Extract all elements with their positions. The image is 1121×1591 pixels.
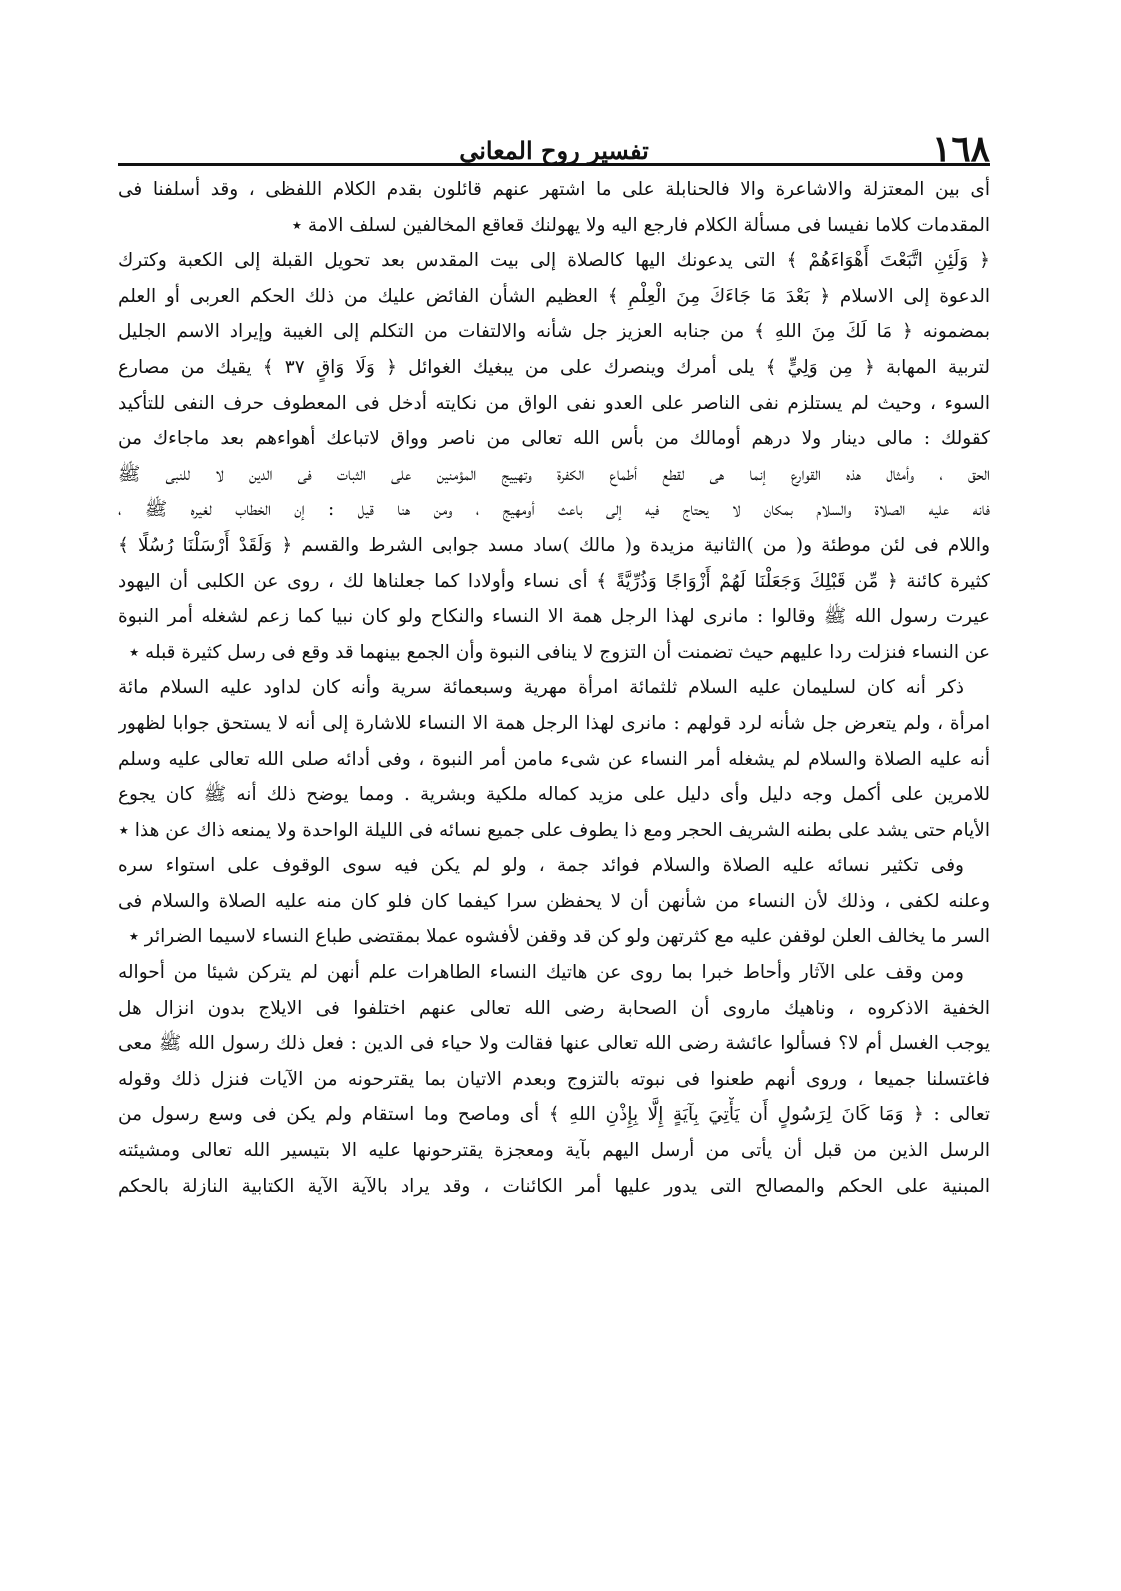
text-line: أنه عليه الصلاة والسلام لم يشغله أمر النساء عن شىء مامن أمر النبوة ، وفى أدائه صلى الله تعالى عليه وسلم [118,748,990,770]
text-line: كقولك : مالى دينار ولا درهم أومالك من بأس الله تعالى من ناصر وواق لاتباعك أهواءهم بعد ماجاءك من [118,428,990,450]
text-line: ومن وقف على الآثار وأحاط خبرا بما روى عن هاتيك النساء الطاهرات علم أنهن لم يتركن شيئا من أحواله [118,962,964,984]
text-line: امرأة ، ولم يتعرض جل شأنه لرد قولهم : مانرى لهذا الرجل همة الا النساء للاشارة إلى أنه لا يستحق جوابا لظهور [118,712,990,734]
text-line: ذكر أنه كان لسليمان عليه السلام ثلثمائة امرأة مهرية وسبعمائة سرية وأنه كان لداود عليه السلام مائة [118,677,964,699]
text-line: يوجب الغسل أم لا؟ فسألوا عائشة رضى الله تعالى عنها فقالت ولا حياء فى الدين : فعل ذلك رسول الله ﷺ معى [118,1033,990,1055]
text-line: وفى تكثير نسائه عليه الصلاة والسلام فوائد جمة ، ولو لم يكن فيه سوى الوقوف على استواء سره [118,855,964,877]
text-line: الرسل الذين من قبل أن يأتى من أرسل اليهم بآية ومعجزة يقترحونها عليه الا بتيسير الله تعالى ومشيئته [118,1140,990,1162]
text-line: المقدمات كلاما نفيسا فى مسألة الكلام فارجع اليه ولا يهولنك قعاقع المخالفين لسلف الامة ٭ [291,214,990,236]
text-line: وعلنه لكفى ، وذلك لأن النساء من شأنهن أن لا يحفظن سرا كيفما كان فلو كان منه عليه الصلاة والسلام فى [118,890,990,912]
text-line: الخفية الاذكروه ، وناهيك ماروى أن الصحابة رضى الله تعالى عنهم اختلفوا فى الايلاج بدون انزال هل [118,997,990,1019]
text-line: واللام فى لئن موطئة و( من )الثانية مزيدة و( مالك )ساد مسد جوابى الشرط والقسم ﴿ وَلَقَدْ أَرْسَلْنَا رُسُلًا ﴾ [118,534,990,556]
text-line: المبنية على الحكم والمصالح التى يدور عليها أمر الكائنات ، وقد يراد بالآية الآية الكتابية النازلة بالحكم [118,1175,990,1197]
running-title: تفسير روح المعاني [459,136,649,165]
text-line: أى بين المعتزلة والاشاعرة والا فالحنابلة على ما اشتهر عنهم قائلون بقدم الكلام اللفظى ، وقد أسلفنا فى [118,179,990,200]
text-line: عيرت رسول الله ﷺ وقالوا : مانرى لهذا الرجل همة الا النساء والنكاح ولو كان نبيا كما زعم لشغله أمر النبوة [118,606,990,628]
page-number: ١٦٨ [931,128,990,170]
text-line: السر ما يخالف العلن لوقفن عليه مع كثرتهن ولو كن قد وقفن لأفشوه عملا بمقتضى طباع النساء لاسيما الضرائر ٭ [128,926,990,948]
text-line: السوء ، وحيث لم يستلزم نفى الناصر على العدو نفى الواق من نكايته أدخل فى المعطوف حرف النفى للتأكيد [118,392,990,414]
text-line: بمضمونه ﴿ مَا لَكَ مِنَ اللهِ ﴾ من جنابه العزيز جل شأنه والالتفات من التكلم إلى الغيبة وإيراد الاسم الجليل [118,321,990,343]
text-line: عن النساء فنزلت ردا عليهم حيث تضمنت أن التزوج لا ينافى النبوة وأن الجمع بينهما قد وقع فى رسل كثيرة قبله ٭ [129,641,990,663]
text-line: الدعوة إلى الاسلام ﴿ بَعْدَ مَا جَاءَكَ مِنَ الْعِلْمِ ﴾ العظيم الشأن الفائض عليك من ذلك الحكم العربى أو العلم [118,285,990,307]
text-line: للامرين على أكمل وجه دليل وأى دليل على مزيد كماله ملكية وبشرية . ومما يوضح ذلك أنه ﷺ كان يجوع [118,784,990,806]
header-rule [118,163,990,166]
text-line: فانه عليه الصلاة والسلام بمكان لا يحتاج فيه إلى باعث أومهيج ، ومن هنا قيل : إن الخطاب لغيره ﷺ ، [118,499,990,521]
text-line: الأيام حتى يشد على بطنه الشريف الحجر ومع ذا يطوف على جميع نسائه فى الليلة الواحدة ولا يمنعه ذاك عن هذا ٭ [118,819,990,841]
text-line: فاغتسلنا جميعا ، وروى أنهم طعنوا فى نبوته بالتزوج وبعدم الاتيان بما يقترحونه من الآيات فنزل ذلك وقوله [118,1068,990,1090]
text-line: لتربية المهابة ﴿ مِن وَلِيٍّ ﴾ يلى أمرك وينصرك على من يبغيك الغوائل ﴿ وَلَا وَاقٍ ٣٧ ﴾ يقيك من مصارع [118,356,990,378]
text-line: تعالى : ﴿ وَمَا كَانَ لِرَسُولٍ أَن يَأْتِيَ بِآيَةٍ إِلَّا بِإِذْنِ اللهِ ﴾ أى وماصح وما استقام ولم يكن فى وسع رسول من [118,1104,990,1126]
text-line: ﴿ وَلَئِنِ اتَّبَعْتَ أَهْوَاءَهُمْ ﴾ التى يدعونك اليها كالصلاة إلى بيت المقدس بعد تحويل القبلة إلى الكعبة وكترك [118,250,990,272]
body-text [118,172,990,1204]
text-line: الحق ، وأمثال هذه القوارع إنما هى لقطع أطماع الكفرة وتهييج المؤمنين على الثبات فى الدين لا للنبى ﷺ [118,463,990,485]
text-line: كثيرة كائنة ﴿ مِّن قَبْلِكَ وَجَعَلْنَا لَهُمْ أَزْوَاجًا وَذُرِّيَّةً ﴾ أى نساء وأولادا كما جعلناها لك ، روى عن الكلبى أن اليهود [118,570,990,592]
